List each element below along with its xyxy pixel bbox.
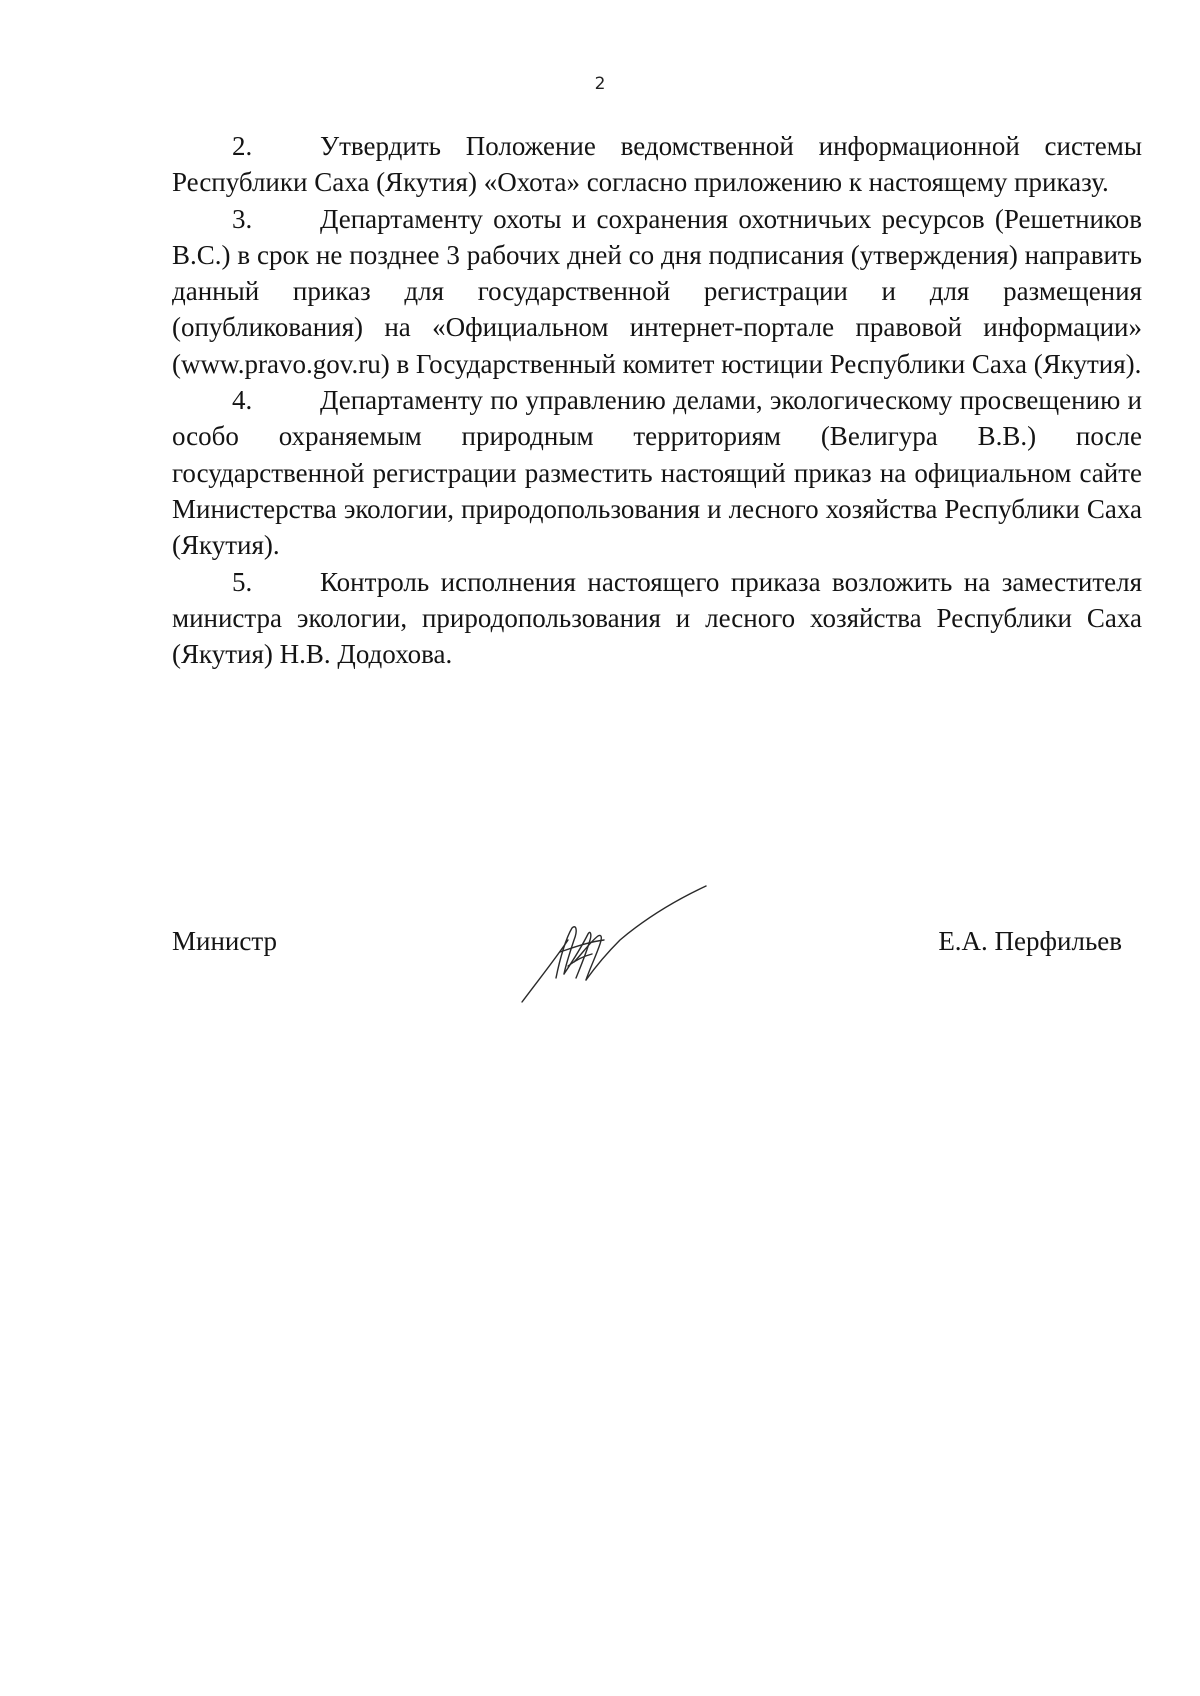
order-body bbox=[172, 128, 1142, 672]
clause-3 bbox=[172, 201, 1142, 382]
page-number: 2 bbox=[594, 74, 606, 94]
signer-name: Е.А. Перфильев bbox=[938, 926, 1122, 956]
clause-number: 5. bbox=[232, 566, 253, 597]
clause-2 bbox=[172, 128, 1142, 201]
handwritten-signature-icon bbox=[516, 878, 716, 1008]
clause-text: Контроль исполнения настоящего приказа возложить на заместителя министра экологии, природопользования и лесного хозяйства Республики Саха (Якутия) Н.В. Додохова. bbox=[172, 566, 1142, 670]
clause-5 bbox=[172, 564, 1142, 673]
clause-text: Департаменту по управлению делами, экологическому просвещению и особо охраняемым природным территориям (Велигура В.В.) после государственной регистрации разместить настоящий приказ на официальном сайте Министерства экологии, природопользования и лесного хозяйства Республики Саха (Якутия). bbox=[172, 385, 1142, 561]
clause-number: 4. bbox=[232, 385, 253, 416]
clause-number: 3. bbox=[232, 203, 253, 234]
signer-position: Министр bbox=[172, 926, 277, 956]
clause-text: Утвердить Положение ведомственной информационной системы Республики Саха (Якутия) «Охота» согласно приложению к настоящему приказу. bbox=[172, 131, 1142, 198]
clause-number: 2. bbox=[232, 131, 253, 161]
clause-4 bbox=[172, 382, 1142, 563]
clause-text: Департаменту охоты и сохранения охотничьих ресурсов (Решетников В.С.) в срок не позднее 3 рабочих дней со дня подписания (утверждения) направить данный приказ для государственной регистрации и для размещения (опубликования) на «Официальном интернет-портале правовой информации» (www.pravo.gov.ru) в Государственный комитет юстиции Республики Саха (Якутия). bbox=[172, 203, 1142, 379]
